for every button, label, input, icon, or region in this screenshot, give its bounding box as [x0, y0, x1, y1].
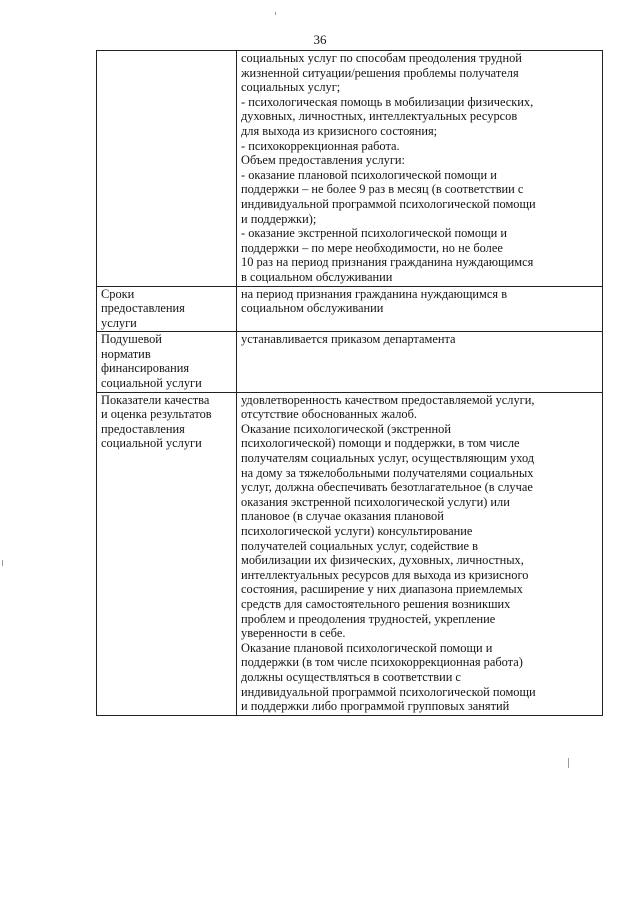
row-content-line: Оказание плановой психологической помощи и: [241, 640, 493, 655]
row-content-line: Объем предоставления услуги:: [241, 153, 405, 168]
row-content-line: поддержки – по мере необходимости, но не более: [241, 240, 503, 255]
row-content-line: получателям социальных услуг, осуществляющим уход: [241, 451, 535, 466]
row-label-line: социальной услуги: [101, 436, 202, 451]
row-content-cell: [237, 286, 603, 332]
row-content-line: на период признания гражданина нуждающимся в: [241, 286, 508, 301]
row-content-line: поддержки (в том числе психокоррекционная работа): [241, 655, 523, 670]
row-content-line: психологической услуги) консультирование: [241, 524, 473, 538]
row-content-line: получателей социальных услуг, содействие в: [241, 538, 478, 553]
row-content-line: жизненной ситуации/решения проблемы получателя: [241, 65, 519, 80]
row-content-line: отсутствие обоснованных жалоб.: [241, 407, 418, 422]
row-label-line: услуги: [101, 315, 137, 330]
row-content-cell: [237, 332, 603, 392]
scan-mark: [275, 12, 276, 15]
row-content-line: удовлетворенность качеством предоставляемой услуги,: [241, 392, 535, 407]
row-label-line: финансирования: [101, 361, 190, 376]
row-label-line: Показатели качества: [101, 392, 210, 407]
scan-mark: [2, 560, 3, 566]
row-content-line: для выхода из кризисного состояния;: [241, 123, 438, 138]
row-label-line: предоставления: [101, 301, 185, 316]
row-content-line: индивидуальной программой психологической помощи: [241, 684, 536, 699]
row-content-line: устанавливается приказом департамента: [241, 332, 456, 347]
row-content-cell: [237, 392, 603, 715]
table-row: [97, 392, 603, 715]
row-content-line: состояния, расширение у них диапазона приемлемых: [241, 582, 523, 597]
row-content-line: уверенности в себе.: [241, 626, 346, 641]
row-content-line: индивидуальной программой психологической помощи: [241, 196, 536, 211]
row-content-line: мобилизации их физических, духовных, личностных,: [241, 553, 524, 568]
row-content-line: - оказание экстренной психологической помощи и: [241, 226, 507, 241]
row-content-line: - оказание плановой психологической помощи и: [241, 167, 497, 182]
row-label-line: Сроки: [101, 286, 135, 301]
row-content-line: Оказание психологической (экстренной: [241, 421, 451, 436]
row-content-line: услуг, должна обеспечивать безотлагательное (в случае: [241, 480, 533, 495]
table-body: [97, 51, 603, 716]
row-label-line: норматив: [101, 346, 151, 361]
row-content-line: психологической) помощи и поддержки, в том числе: [241, 436, 520, 451]
row-content-line: должны осуществляться в соответствии с: [241, 669, 461, 684]
row-content-line: на дому за тяжелобольными получателями социальных: [241, 465, 534, 480]
table-row: [97, 286, 603, 332]
row-content-line: - психокоррекционная работа.: [241, 138, 400, 153]
row-content-line: 10 раз на период признания гражданина нуждающимся: [241, 255, 534, 270]
row-content-cell: [237, 51, 603, 287]
row-content-line: социальном обслуживании: [241, 301, 384, 316]
table-row: [97, 51, 603, 287]
page-number: 36: [313, 32, 327, 47]
row-content-line: и поддержки);: [241, 211, 317, 226]
row-content-line: духовных, личностных, интеллектуальных ресурсов: [241, 109, 518, 124]
row-content-line: плановое (в случае оказания плановой: [241, 509, 444, 524]
row-label-line: предоставления: [101, 421, 185, 436]
row-label-line: и оценка результатов: [101, 407, 212, 422]
row-label-line: Подушевой: [101, 332, 162, 347]
row-content-line: - психологическая помощь в мобилизации физических,: [241, 94, 534, 109]
row-content-line: в социальном обслуживании: [241, 269, 393, 284]
row-label-line: социальной услуги: [101, 376, 202, 391]
row-content-line: оказания экстренной психологической услуги) или: [241, 494, 510, 509]
scan-mark: [568, 758, 569, 768]
row-label-cell: [97, 392, 237, 715]
row-label-cell: [97, 332, 237, 392]
row-content-line: проблем и преодоления трудностей, укрепление: [241, 611, 496, 626]
row-content-line: и поддержки либо программой групповых занятий: [241, 699, 510, 714]
row-content-line: поддержки – не более 9 раз в месяц (в соответствии с: [241, 182, 524, 197]
row-content-line: социальных услуг;: [241, 80, 341, 95]
service-description-table: [96, 50, 603, 716]
row-label-cell: [97, 51, 237, 287]
row-content-line: средств для самостоятельного решения возникших: [241, 596, 511, 611]
row-content-line: социальных услуг по способам преодоления трудной: [241, 51, 522, 65]
row-label-cell: [97, 286, 237, 332]
table-row: [97, 332, 603, 392]
row-content-line: интеллектуальных ресурсов для выхода из кризисного: [241, 567, 529, 582]
